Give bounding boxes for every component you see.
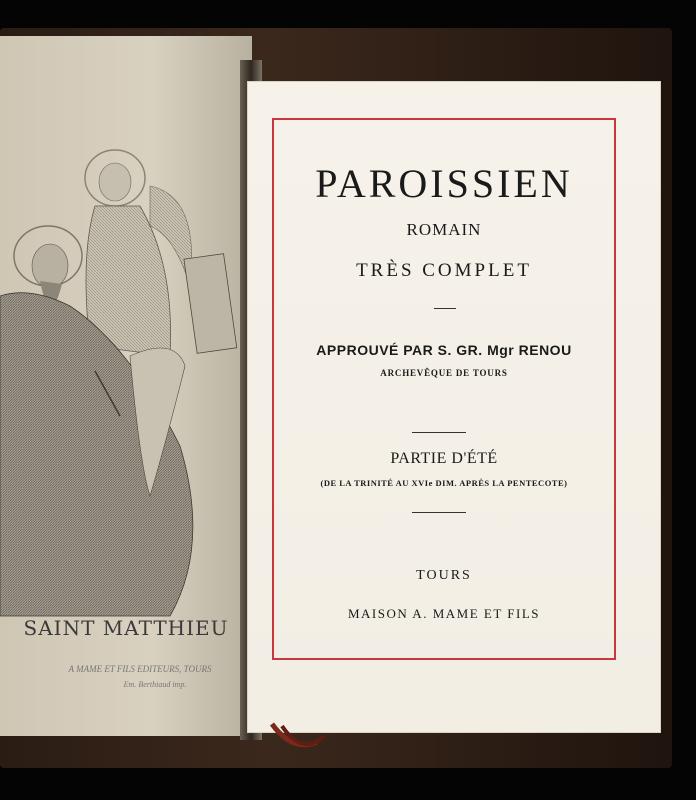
plate-caption: SAINT MATTHIEU: [23, 616, 229, 640]
part-title: PARTIE D'ÉTÉ: [390, 450, 498, 467]
publisher-house: MAISON A. MAME ET FILS: [347, 606, 541, 621]
ribbon-bookmark: [262, 722, 332, 756]
divider-rule: [434, 308, 456, 309]
plate-publisher: A MAME ET FILS EDITEURS, TOURS: [68, 664, 212, 674]
book-title: PAROISSIEN: [315, 161, 573, 206]
imprint-city: TOURS: [416, 568, 472, 583]
book-subtitle: ROMAIN: [406, 220, 482, 239]
red-border-frame: [272, 118, 616, 660]
divider-rule: [412, 512, 466, 513]
saint-head: [32, 244, 68, 288]
saint-matthew-engraving: [0, 116, 252, 636]
plate-printer: Em. Berthiaud imp.: [123, 680, 187, 689]
approval-line: APPROUVÉ PAR S. GR. Mgr RENOU: [316, 342, 572, 358]
archbishop-line: ARCHEVÊQUE DE TOURS: [380, 368, 508, 378]
part-range: (DE LA TRINITÉ AU XVIe DIM. APRÈS LA PENTECOTE): [320, 478, 568, 488]
angel-head: [99, 163, 131, 201]
tablet: [184, 254, 237, 354]
complet-line: TRÈS COMPLET: [356, 260, 532, 281]
divider-rule: [412, 432, 466, 433]
title-page: [248, 82, 660, 732]
frontispiece-page: [0, 36, 252, 736]
